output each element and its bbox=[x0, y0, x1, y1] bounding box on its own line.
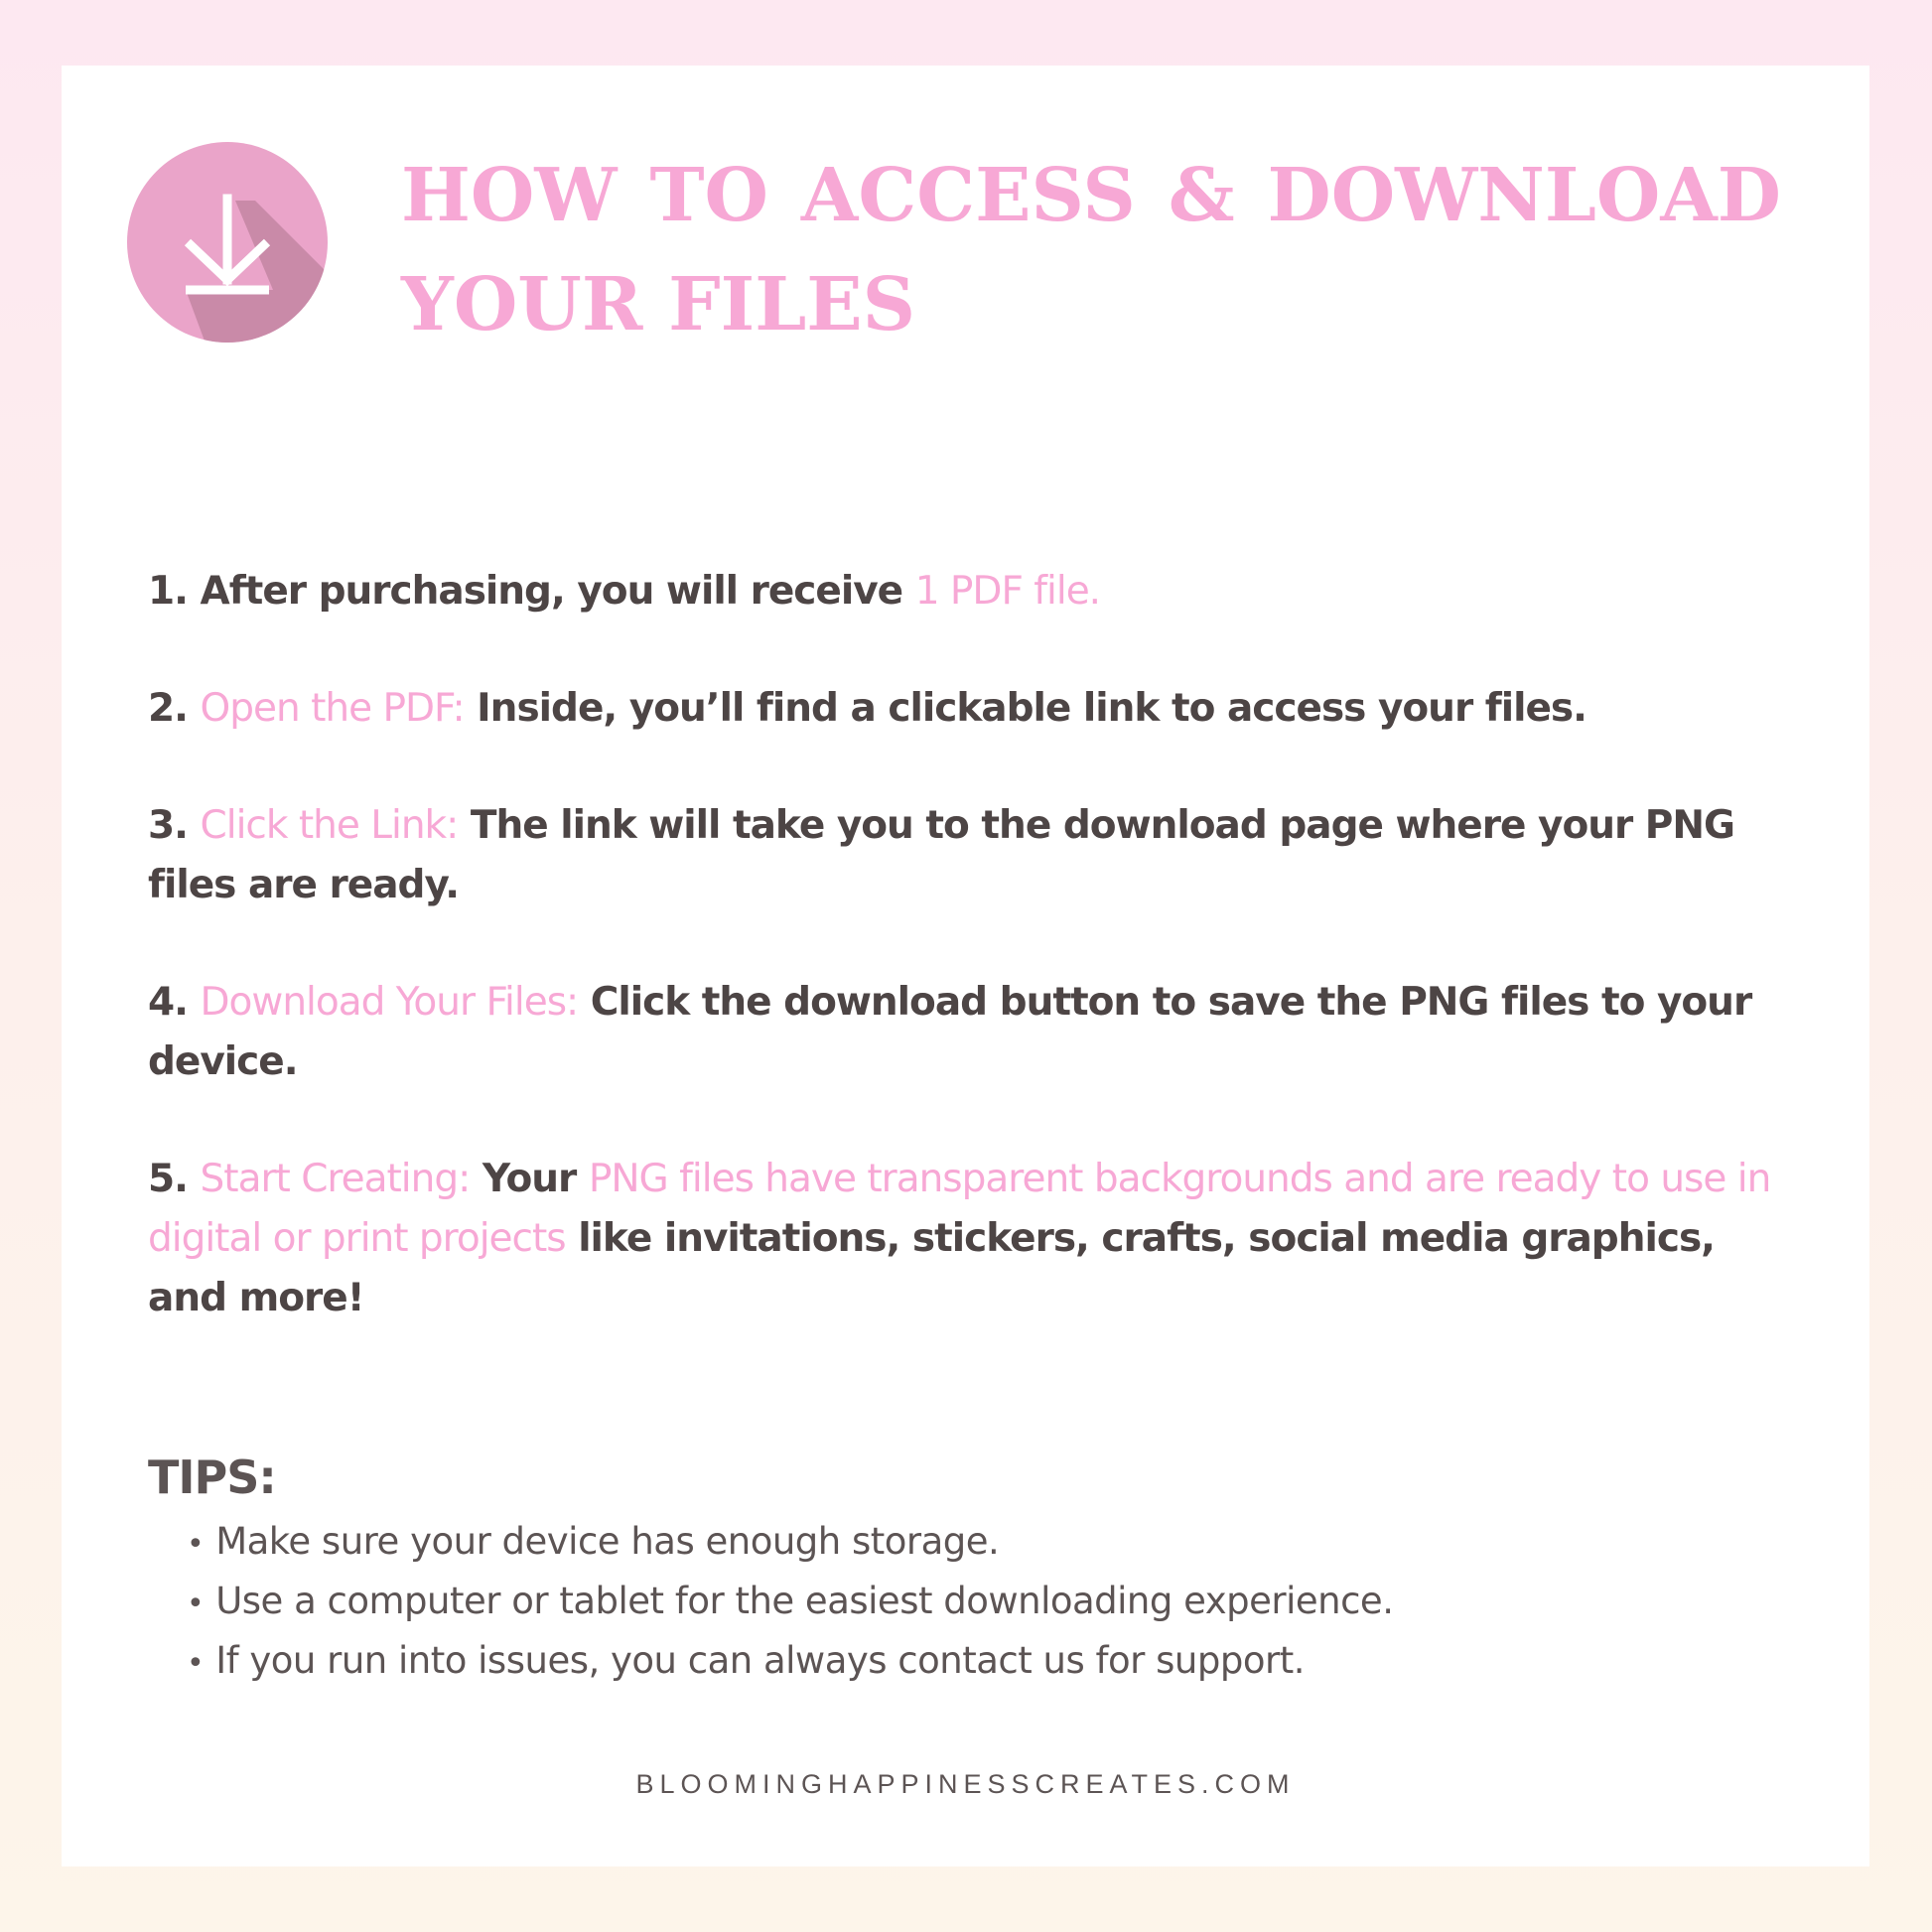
step-number: 5. bbox=[148, 1157, 188, 1201]
steps-list bbox=[148, 562, 1786, 1386]
title-word: & bbox=[1168, 153, 1235, 238]
step-4 bbox=[148, 973, 1786, 1092]
step-1 bbox=[148, 562, 1786, 621]
step-highlight: 1 PDF file. bbox=[914, 569, 1101, 614]
title-line-2: YOUR FILES bbox=[401, 262, 916, 347]
step-number: 2. bbox=[148, 686, 188, 731]
step-text: After purchasing, you will receive bbox=[200, 569, 903, 614]
step-text: Click the download button to save the PNG files to your device. bbox=[148, 980, 1752, 1084]
step-text: like invitations, stickers, crafts, social media graphics, and more! bbox=[148, 1216, 1715, 1320]
title-word: TO bbox=[649, 153, 768, 238]
tip-item: • If you run into issues, you can always contact us for support. bbox=[187, 1632, 1393, 1692]
download-icon bbox=[126, 141, 329, 344]
step-2 bbox=[148, 679, 1786, 739]
step-text: The link will take you to the download page where your PNG files are ready. bbox=[148, 803, 1735, 907]
tips-heading: TIPS: bbox=[148, 1450, 276, 1504]
step-number: 4. bbox=[148, 980, 188, 1025]
tips-list bbox=[187, 1513, 1393, 1692]
step-3 bbox=[148, 796, 1786, 915]
step-label: Download Your Files: bbox=[200, 980, 579, 1025]
step-number: 1. bbox=[148, 569, 188, 614]
title-word: DOWNLOAD bbox=[1267, 153, 1781, 238]
title-word: ACCESS bbox=[800, 153, 1136, 238]
step-text: Your bbox=[482, 1157, 577, 1201]
title-word: HOW bbox=[401, 153, 618, 238]
tip-item: • Use a computer or tablet for the easiest downloading experience. bbox=[187, 1573, 1393, 1632]
footer-website: BLOOMINGHAPPINESSCREATES.COM bbox=[635, 1769, 1296, 1799]
content-card bbox=[62, 66, 1869, 1866]
tip-item: • Make sure your device has enough storage. bbox=[187, 1513, 1393, 1573]
page-title bbox=[401, 141, 1781, 359]
step-label: Click the Link: bbox=[200, 803, 459, 848]
step-label: Open the PDF: bbox=[200, 686, 465, 731]
step-text: Inside, you’ll find a clickable link to access your files. bbox=[477, 686, 1587, 731]
step-highlight: PNG files have transparent backgrounds and are ready to use in digital or print projects bbox=[148, 1157, 1771, 1261]
step-label: Start Creating: bbox=[200, 1157, 471, 1201]
step-number: 3. bbox=[148, 803, 188, 848]
step-5 bbox=[148, 1150, 1786, 1328]
